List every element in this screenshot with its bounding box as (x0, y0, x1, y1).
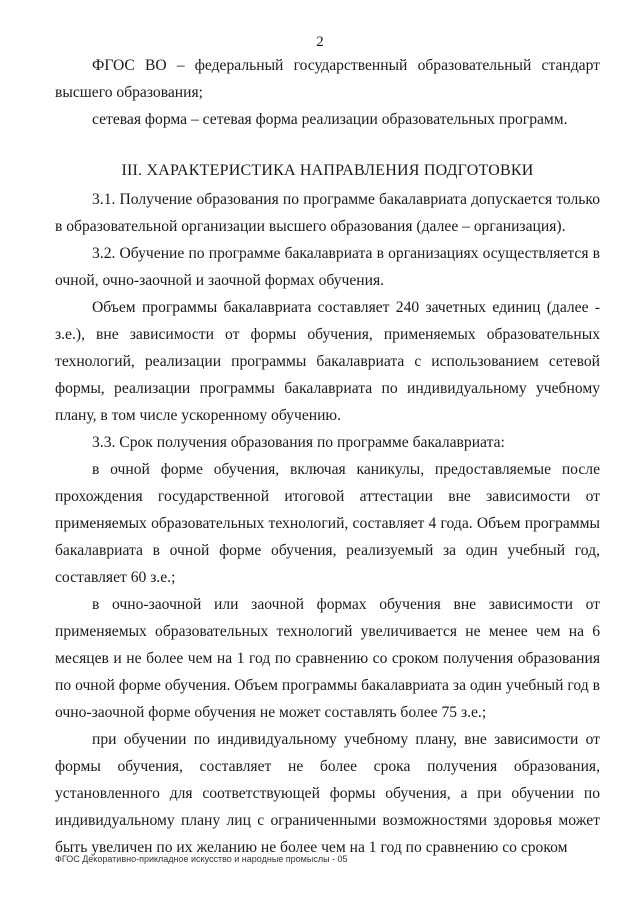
page-footer: ФГОС Декоративно-прикладное искусство и народные промыслы - 05 (55, 854, 348, 864)
paragraph-3-1: 3.1. Получение образования по программе бакалавриата допускается только в образовательной организации высшего образования (далее – организация). (55, 191, 600, 235)
paragraph-3-2: 3.2. Обучение по программе бакалавриата в организациях осуществляется в очной, очно-заочной и заочной формах обучения. (55, 245, 600, 289)
section-heading: III. ХАРАКТЕРИСТИКА НАПРАВЛЕНИЯ ПОДГОТОВКИ (121, 162, 534, 179)
paragraph-individual-plan: при обучении по индивидуальному учебному плану, вне зависимости от формы обучения, составляет не более срока получения образования, установленного для соответствующей формы обучения, а при обучении по индивидуальному плану лиц с ограниченными возможностями здоровья может быть увеличен по их желанию не более чем на 1 год по сравнению со сроком (55, 731, 600, 856)
paragraph-full-time: в очной форме обучения, включая каникулы, предоставляемые после прохождения государственной итоговой аттестации вне зависимости от применяемых образовательных технологий, составляет 4 года. Объем программы бакалавриата в очной форме обучения, реализуемый за один учебный год, составляет 60 з.е.; (55, 461, 600, 586)
paragraph-definition-network-form: сетевая форма – сетевая форма реализации образовательных программ. (92, 111, 568, 128)
paragraph-3-3: 3.3. Срок получения образования по программе бакалавриата: (92, 434, 505, 451)
paragraph-definition-fgos: ФГОС ВО – федеральный государственный образовательный стандарт высшего образования; (55, 57, 600, 101)
paragraph-part-time: в очно-заочной или заочной формах обучения вне зависимости от применяемых образовательных технологий увеличивается не менее чем на 6 месяцев и не более чем на 1 год по сравнению со сроком получения образования по очной форме обучения. Объем программы бакалавриата за один учебный год в очно-заочной форме обучения не может составлять более 75 з.е.; (55, 596, 600, 721)
page-number: 2 (316, 34, 324, 50)
paragraph-program-volume: Объем программы бакалавриата составляет 240 зачетных единиц (далее - з.е.), вне зависимости от формы обучения, применяемых образовательных технологий, реализации программы бакалавриата с использованием сетевой формы, реализации программы бакалавриата по индивидуальному учебному плану, в том числе ускоренному обучению. (55, 299, 600, 424)
document-body (55, 52, 600, 861)
